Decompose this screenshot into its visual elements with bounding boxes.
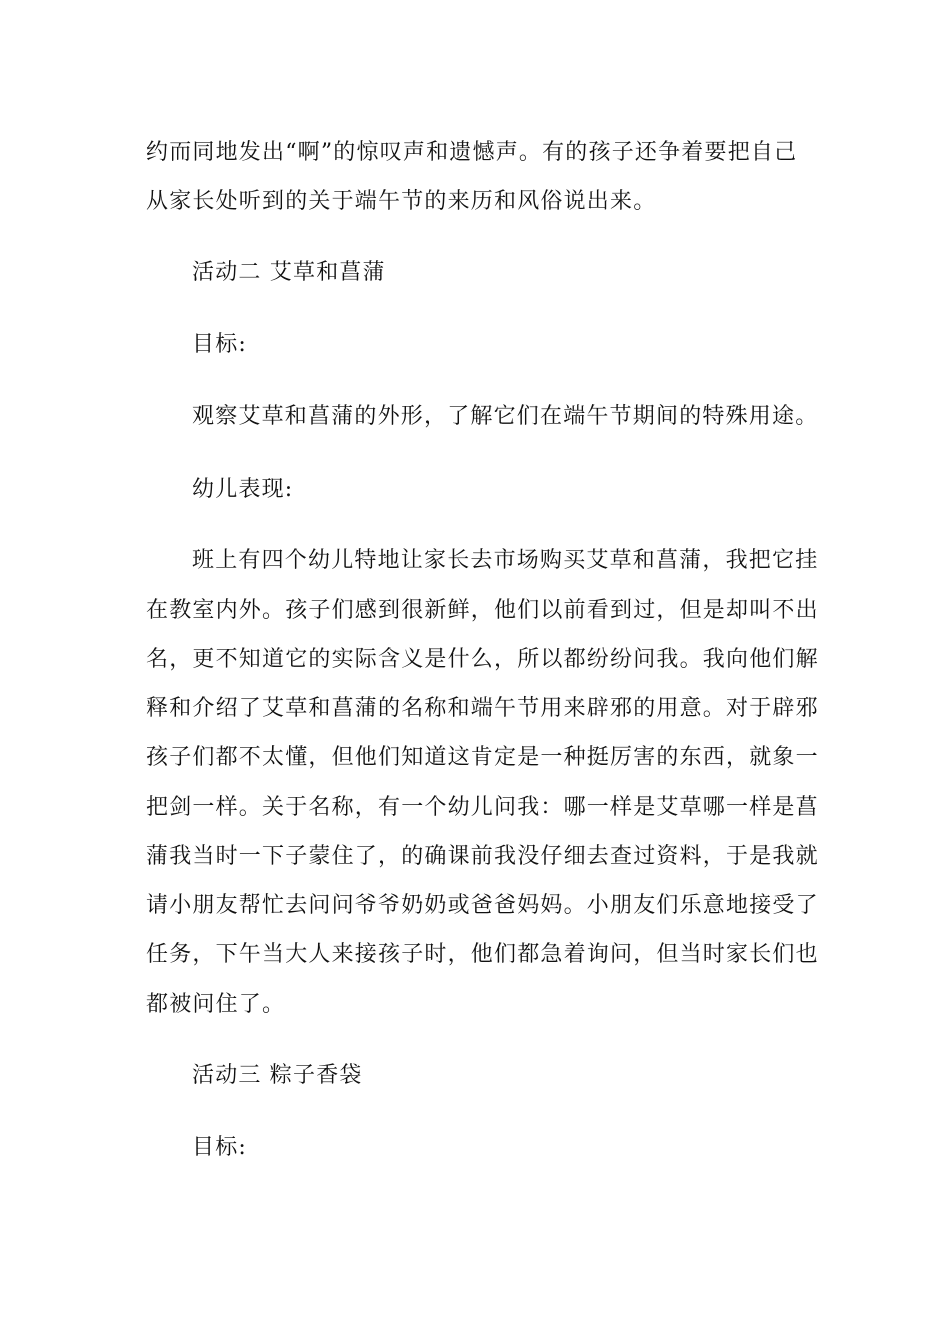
activity-2-heading: 活动二 艾草和菖蒲 [192, 260, 386, 285]
paragraph-line: 约而同地发出“啊”的惊叹声和遗憾声。有的孩子还争着要把自己 [146, 140, 798, 165]
paragraph-line: 从家长处听到的关于端午节的来历和风俗说出来。 [146, 189, 657, 214]
performance-line: 孩子们都不太懂，但他们知道这肯定是一种挺厉害的东西，就象一 [146, 745, 819, 770]
performance-line: 蒲我当时一下子蒙住了，的确课前我没仔细去查过资料，于是我就 [146, 844, 819, 869]
performance-line: 释和介绍了艾草和菖蒲的名称和端午节用来辟邪的用意。对于辟邪 [146, 696, 819, 721]
performance-line: 请小朋友帮忙去问问爷爷奶奶或爸爸妈妈。小朋友们乐意地接受了 [146, 893, 819, 918]
performance-line: 班上有四个幼儿特地让家长去市场购买艾草和菖蒲，我把它挂 [192, 548, 819, 573]
activity-2-goal-text: 观察艾草和菖蒲的外形，了解它们在端午节期间的特殊用途。 [192, 404, 819, 429]
performance-line: 在教室内外。孩子们感到很新鲜，他们以前看到过，但是却叫不出 [146, 598, 819, 623]
activity-3-heading: 活动三 粽子香袋 [192, 1063, 363, 1088]
activity-2-goal-label: 目标: [192, 332, 248, 357]
performance-line: 都被问住了。 [146, 992, 286, 1017]
performance-line: 名，更不知道它的实际含义是什么，所以都纷纷问我。我向他们解 [146, 647, 819, 672]
performance-line: 把剑一样。关于名称，有一个幼儿问我：哪一样是艾草哪一样是菖 [146, 795, 819, 820]
activity-3-goal-label: 目标: [192, 1135, 248, 1160]
activity-2-performance-label: 幼儿表现: [192, 477, 294, 502]
performance-line: 任务，下午当大人来接孩子时，他们都急着询问，但当时家长们也 [146, 942, 819, 967]
